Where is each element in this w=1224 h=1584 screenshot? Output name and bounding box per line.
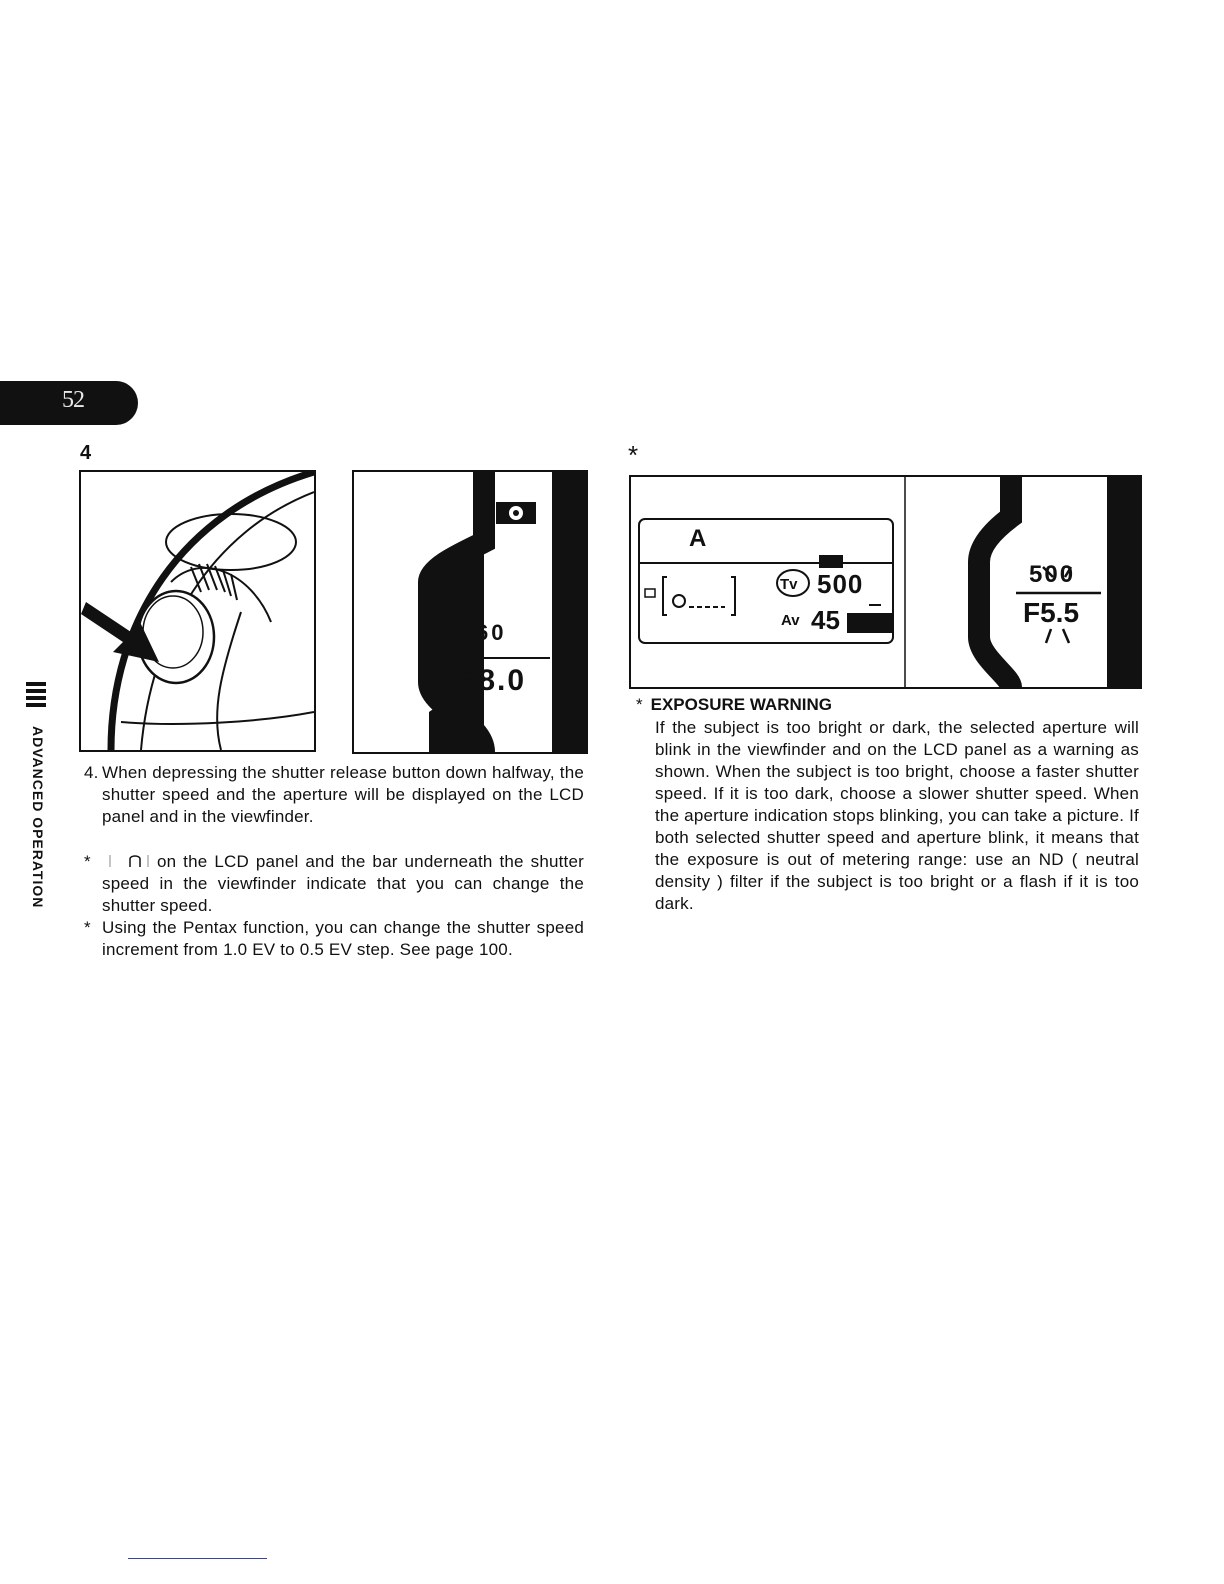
section-bars-icon (26, 682, 46, 710)
step-heading-number: 4 (80, 442, 92, 464)
exposure-warning-heading (636, 695, 1136, 715)
footer-rule (128, 1558, 267, 1559)
lcd-shutter-value: 500 (817, 569, 864, 599)
shutter-button-illustration (79, 470, 316, 752)
exposure-warning-illustration (629, 475, 1142, 689)
viewfinder-display-left (352, 470, 588, 754)
svg-text:Tv: Tv (780, 576, 798, 593)
warning-bullet: * (636, 695, 643, 714)
shutter-dial-indicator-icon (102, 854, 150, 868)
viewfinder-shutter-value: 60 (476, 620, 507, 645)
warning-title: EXPOSURE WARNING (650, 695, 832, 714)
section-label: ADVANCED OPERATION (30, 726, 46, 909)
viewfinder-aperture-value: F8.0 (458, 664, 527, 697)
page-number: 52 (62, 387, 84, 413)
note-1-text: on the LCD panel and the bar underneath the shutter speed in the viewfinder indicate that you can change the shutter speed. (102, 852, 584, 915)
viewfinder-shutter-blink: 500 (1029, 561, 1076, 588)
note-bullet: * (84, 852, 91, 871)
exposure-warning-text: If the subject is too bright or dark, the selected aperture will blink in the viewfinder and on the LCD panel as a warning as shown. When the subject is too bright, choose a faster shutter speed. If it is too dark, choose a slower shutter speed. When the aperture indication stops blinking, you can take a picture. If both selected shutter speed and aperture blink, it means that the exposure is out of metering range: use an ND ( neutral density ) filter if the subject is too bright or a flash if it is too dark. (655, 718, 1139, 913)
note-2-text: Using the Pentax function, you can change the shutter speed increment from 1.0 EV to 0.5 EV step. See page 100. (102, 918, 584, 959)
svg-text:Av: Av (781, 612, 800, 629)
lcd-mode-indicator: A (689, 525, 707, 552)
viewfinder-aperture-blink: F5.5 (1023, 597, 1080, 628)
note-bullet: * (84, 918, 91, 937)
step-4-number: 4. (84, 763, 99, 782)
warning-marker: * (628, 440, 639, 470)
lcd-aperture-value: 45 (811, 605, 840, 635)
step-4-text: When depressing the shutter release button down halfway, the shutter speed and the aperture will be displayed on the LCD panel and in the viewfinder. (102, 763, 584, 826)
